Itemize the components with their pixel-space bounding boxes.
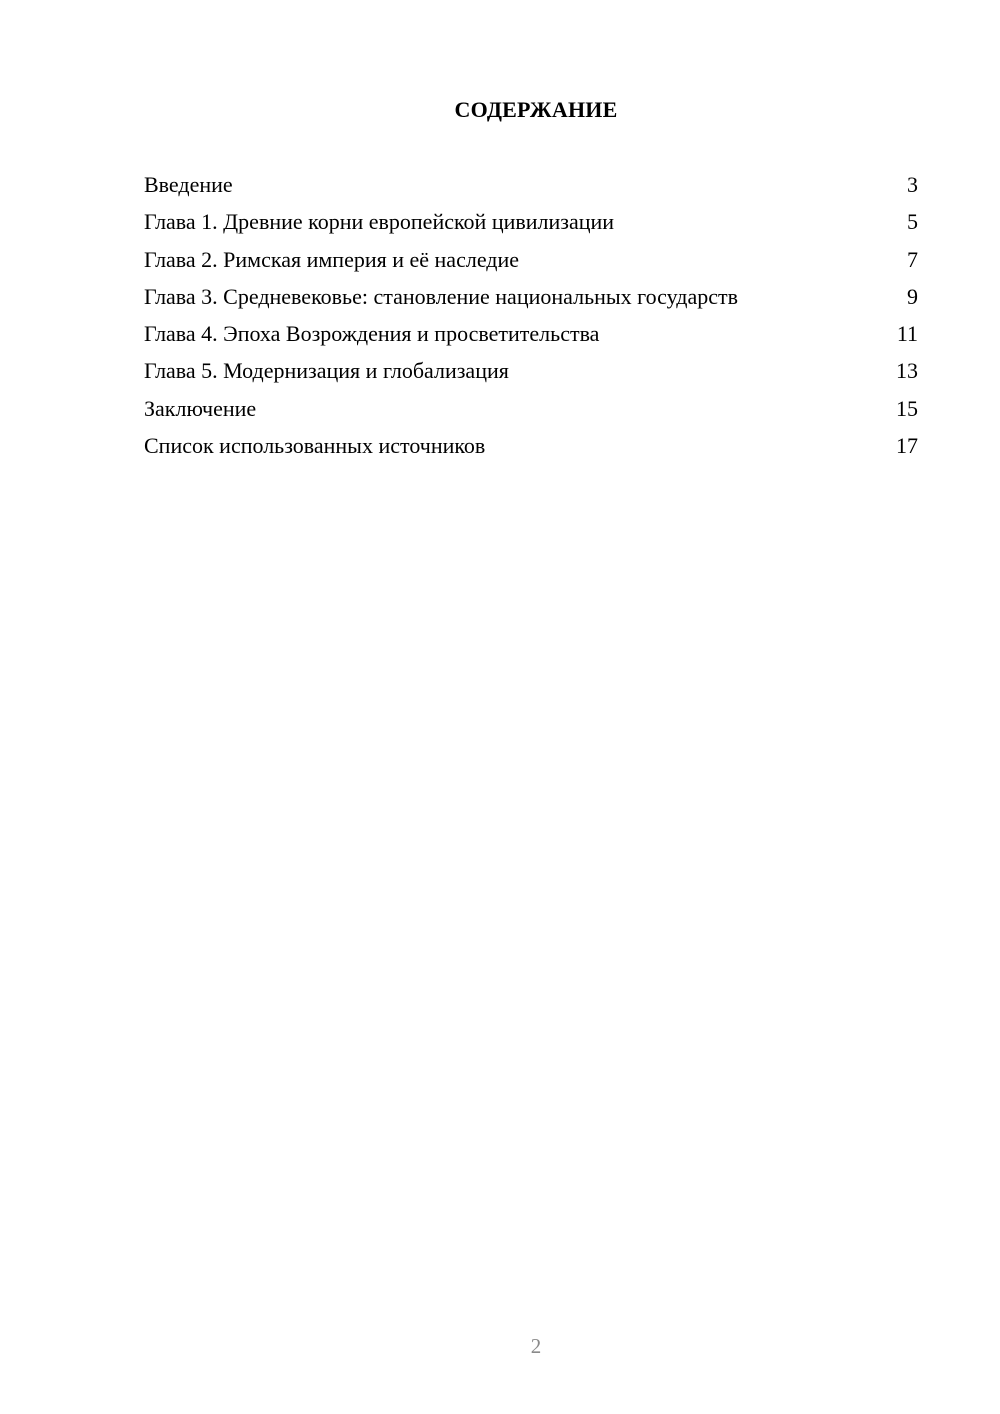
- toc-entry-introduction: [144, 170, 918, 207]
- toc-entry-title: Глава 2. Римская империя и её наследие: [144, 246, 520, 272]
- toc-entry-conclusion: [144, 394, 918, 431]
- toc-entry-chapter-2: [144, 245, 918, 282]
- table-of-contents: [144, 170, 918, 468]
- toc-entry-page-number: 13: [896, 358, 918, 384]
- toc-entry-page-number: 11: [896, 321, 918, 347]
- toc-entry-title: Заключение: [144, 395, 257, 421]
- page-number: 2: [530, 1334, 542, 1358]
- toc-entry-page-number: 3: [907, 172, 918, 197]
- toc-heading: СОДЕРЖАНИЕ: [454, 97, 618, 122]
- toc-entry-chapter-1: [144, 207, 918, 244]
- toc-entry-page-number: 15: [896, 395, 918, 421]
- toc-entry-title: Введение: [144, 172, 233, 197]
- toc-entry-page-number: 7: [907, 246, 918, 272]
- toc-entry-chapter-3: [144, 282, 918, 319]
- toc-entry-references: [144, 431, 918, 468]
- toc-entry-title: Глава 3. Средневековье: становление национальных государств: [144, 283, 738, 309]
- toc-entry-title: Глава 1. Древние корни европейской цивилизации: [144, 209, 615, 235]
- toc-entry-page-number: 17: [896, 433, 918, 459]
- toc-entry-title: Глава 4. Эпоха Возрождения и просветительства: [144, 321, 600, 347]
- toc-entry-chapter-4: [144, 319, 918, 356]
- toc-entry-page-number: 9: [907, 283, 918, 309]
- toc-entry-title: Глава 5. Модернизация и глобализация: [144, 358, 509, 384]
- toc-entry-title: Список использованных источников: [144, 433, 486, 459]
- toc-entry-chapter-5: [144, 356, 918, 393]
- toc-entry-page-number: 5: [907, 209, 918, 235]
